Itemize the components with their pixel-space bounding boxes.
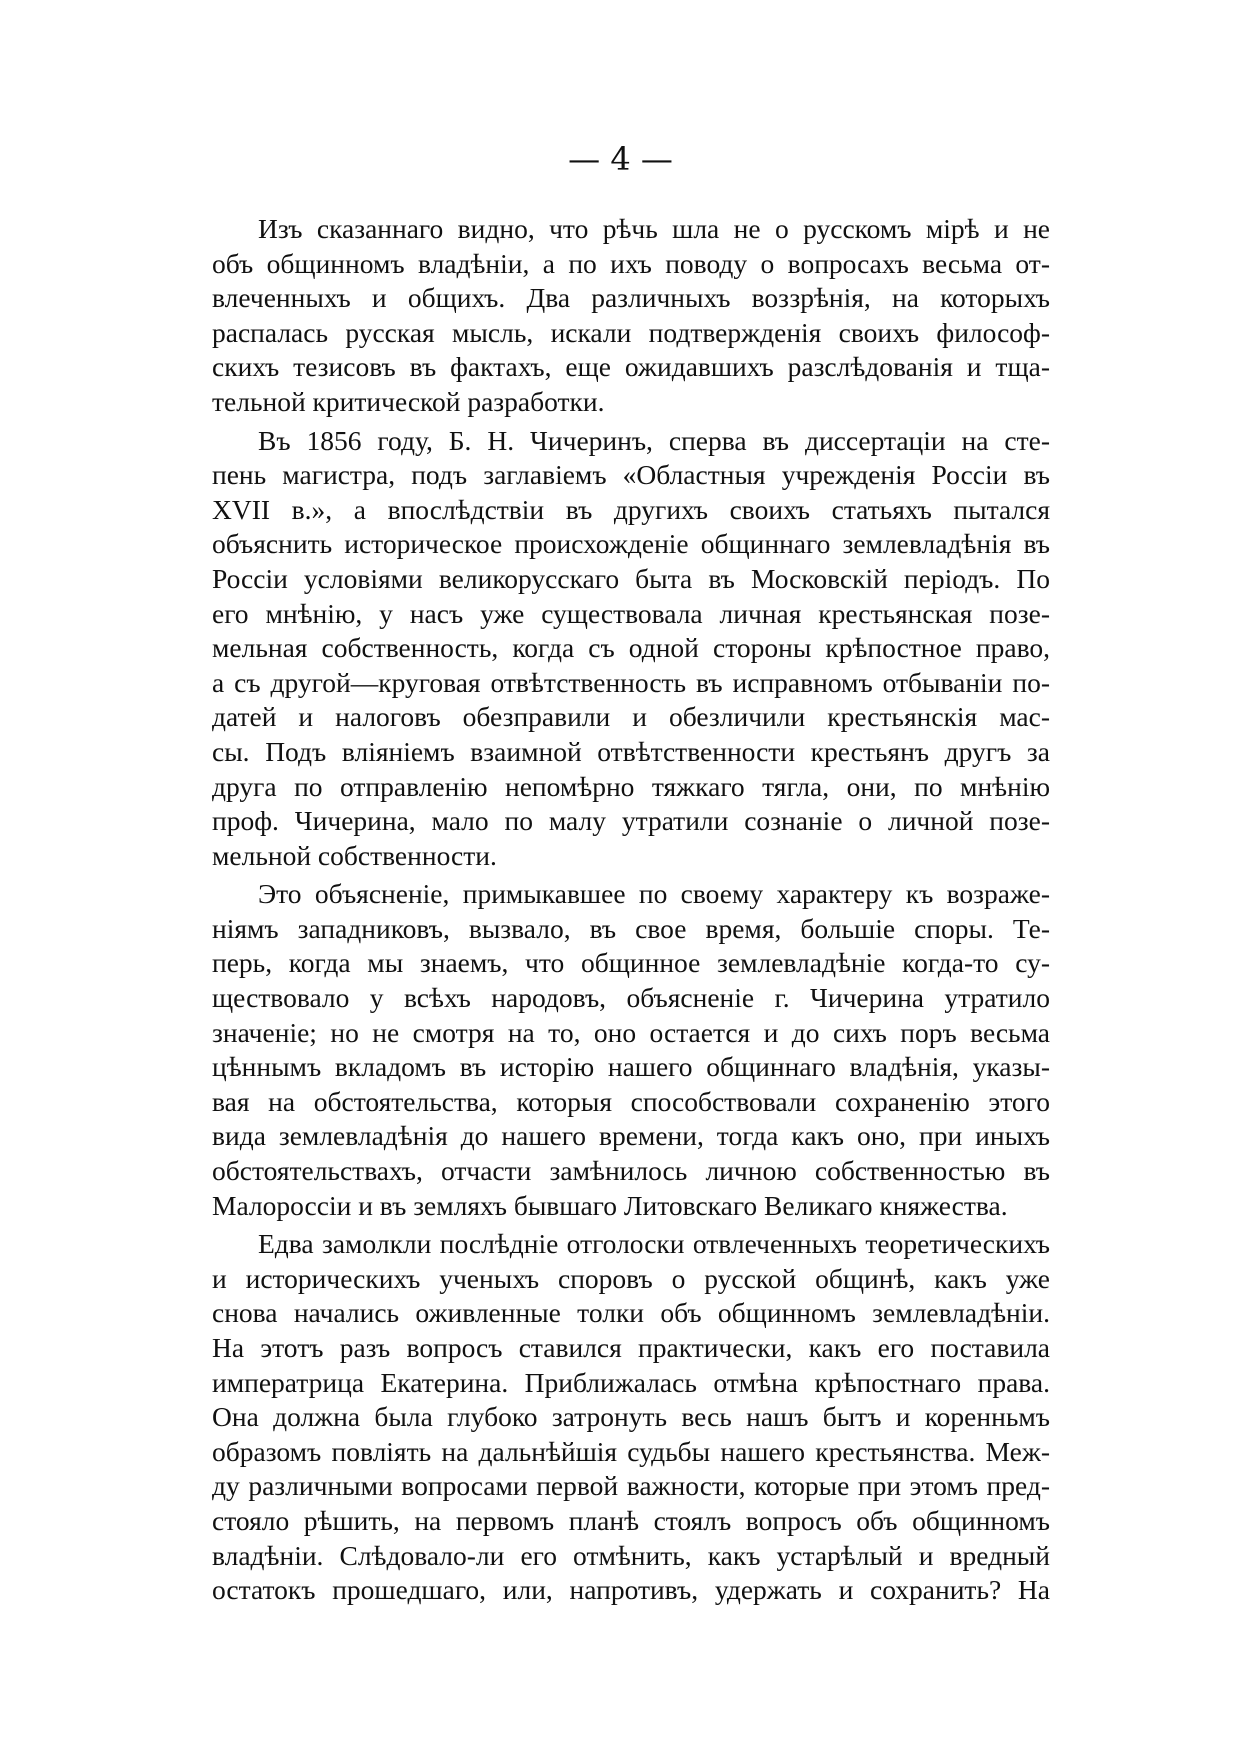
paragraph <box>212 424 1050 874</box>
text-line: Она должна была глубоко затронуть весь нашъ бытъ и коренньмъ <box>212 1401 1050 1433</box>
text-line: и историческихъ ученыхъ споровъ о русской общинѣ, какъ уже <box>212 1262 1050 1294</box>
text-line: Это объясненіе, примыкавшее по своему характеру къ возраже- <box>258 878 1050 910</box>
text-line: мельной собственности. <box>212 839 497 871</box>
text-line: датей и налоговъ обезправили и обезличили крестьянскія мас- <box>212 701 1050 733</box>
paragraph <box>212 212 1050 420</box>
text-line: владѣніи. Слѣдовало-ли его отмѣнить, какъ устарѣлый и вредный <box>212 1539 1050 1571</box>
text-line: объ общинномъ владѣніи, а по ихъ поводу о вопросахъ весьма от- <box>212 247 1050 279</box>
text-line: его мнѣнію, у насъ уже существовала личная крестьянская позе- <box>212 597 1050 629</box>
text-line: пень магистра, подъ заглавіемъ «Областныя учрежденія Россіи въ <box>212 459 1050 491</box>
text-line: распалась русская мысль, искали подтвержденія своихъ философ- <box>212 316 1050 348</box>
text-line: вая на обстоятельства, которыя способствовали сохраненію этого <box>212 1085 1050 1117</box>
text-line: мельная собственность, когда съ одной стороны крѣпостное право, <box>212 632 1050 664</box>
text-line: тельной критической разработки. <box>212 385 605 417</box>
text-line: Изъ сказаннаго видно, что рѣчь шла не о русскомъ мірѣ и не <box>258 213 1050 244</box>
text-line: ніямъ западниковъ, вызвало, въ свое время, большіе споры. Те- <box>212 912 1050 944</box>
text-line: Въ 1856 году, Б. Н. Чичеринъ, сперва въ диссертаціи на сте- <box>258 424 1050 456</box>
text-line: стояло рѣшить, на первомъ планѣ стоялъ вопросъ объ общинномъ <box>212 1504 1050 1536</box>
text-line: обстоятельствахъ, отчасти замѣнилось личною собственностью въ <box>212 1155 1050 1187</box>
text-line: друга по отправленію непомѣрно тяжкаго тягла, они, по мнѣнію <box>212 770 1050 802</box>
text-line: образомъ повліять на дальнѣйшія судьбы нашего крестьянства. Меж- <box>212 1435 1050 1467</box>
text-line: снова начались оживленные толки объ общинномъ землевладѣніи. <box>212 1297 1050 1329</box>
text-line: скихъ тезисовъ въ фактахъ, еще ожидавшихъ разслѣдованія и тща- <box>212 351 1050 383</box>
text-line: цѣннымъ вкладомъ въ исторію нашего общиннаго владѣнія, указы- <box>212 1051 1050 1083</box>
text-line: На этотъ разъ вопросъ ставился практически, какъ его поставила <box>212 1332 1050 1363</box>
text-line: сы. Подъ вліяніемъ взаимной отвѣтственности крестьянъ другъ за <box>212 735 1050 767</box>
text-line: объяснить историческое происхожденіе общиннаго землевладѣнія въ <box>212 528 1050 560</box>
paragraph <box>212 1227 1050 1608</box>
text-line: XVII в.», а впослѣдствіи въ другихъ своихъ статьяхъ пытался <box>212 493 1050 525</box>
text-line: значеніе; но не смотря на то, оно остается и до сихъ поръ весьма <box>212 1016 1050 1048</box>
text-line: Едва замолкли послѣдніе отголоски отвлеченныхъ теоретическихъ <box>258 1228 1050 1260</box>
text-line: ду различными вопросами первой важности, которые при этомъ пред- <box>212 1470 1050 1502</box>
text-line: ществовало у всѣхъ народовъ, объясненіе г. Чичерина утратило <box>212 982 1050 1014</box>
paragraph <box>212 877 1050 1223</box>
body-text <box>212 212 1050 1612</box>
text-line: влеченныхъ и общихъ. Два различныхъ воззрѣнія, на которыхъ <box>212 282 1050 314</box>
text-line: остатокъ прошедшаго, или, напротивъ, удержать и сохранить? На <box>212 1574 1050 1606</box>
text-line: проф. Чичерина, мало по малу утратили сознаніе о личной позе- <box>212 805 1050 837</box>
text-line: императрица Екатерина. Приближалась отмѣна крѣпостнаго права. <box>212 1366 1050 1398</box>
text-line: Малороссіи и въ земляхъ бывшаго Литовскаго Великаго княжества. <box>212 1189 1008 1221</box>
text-line: перь, когда мы знаемъ, что общинное землевладѣніе когда-то су- <box>212 947 1050 979</box>
text-line: Россіи условіями великорусскаго быта въ Московскій періодъ. По <box>212 562 1050 594</box>
page-number: — 4 — <box>568 140 673 178</box>
text-line: вида землевладѣнія до нашего времени, тогда какъ оно, при иныхъ <box>212 1120 1050 1152</box>
text-line: а съ другой—круговая отвѣтственность въ исправномъ отбываніи по- <box>212 666 1050 698</box>
